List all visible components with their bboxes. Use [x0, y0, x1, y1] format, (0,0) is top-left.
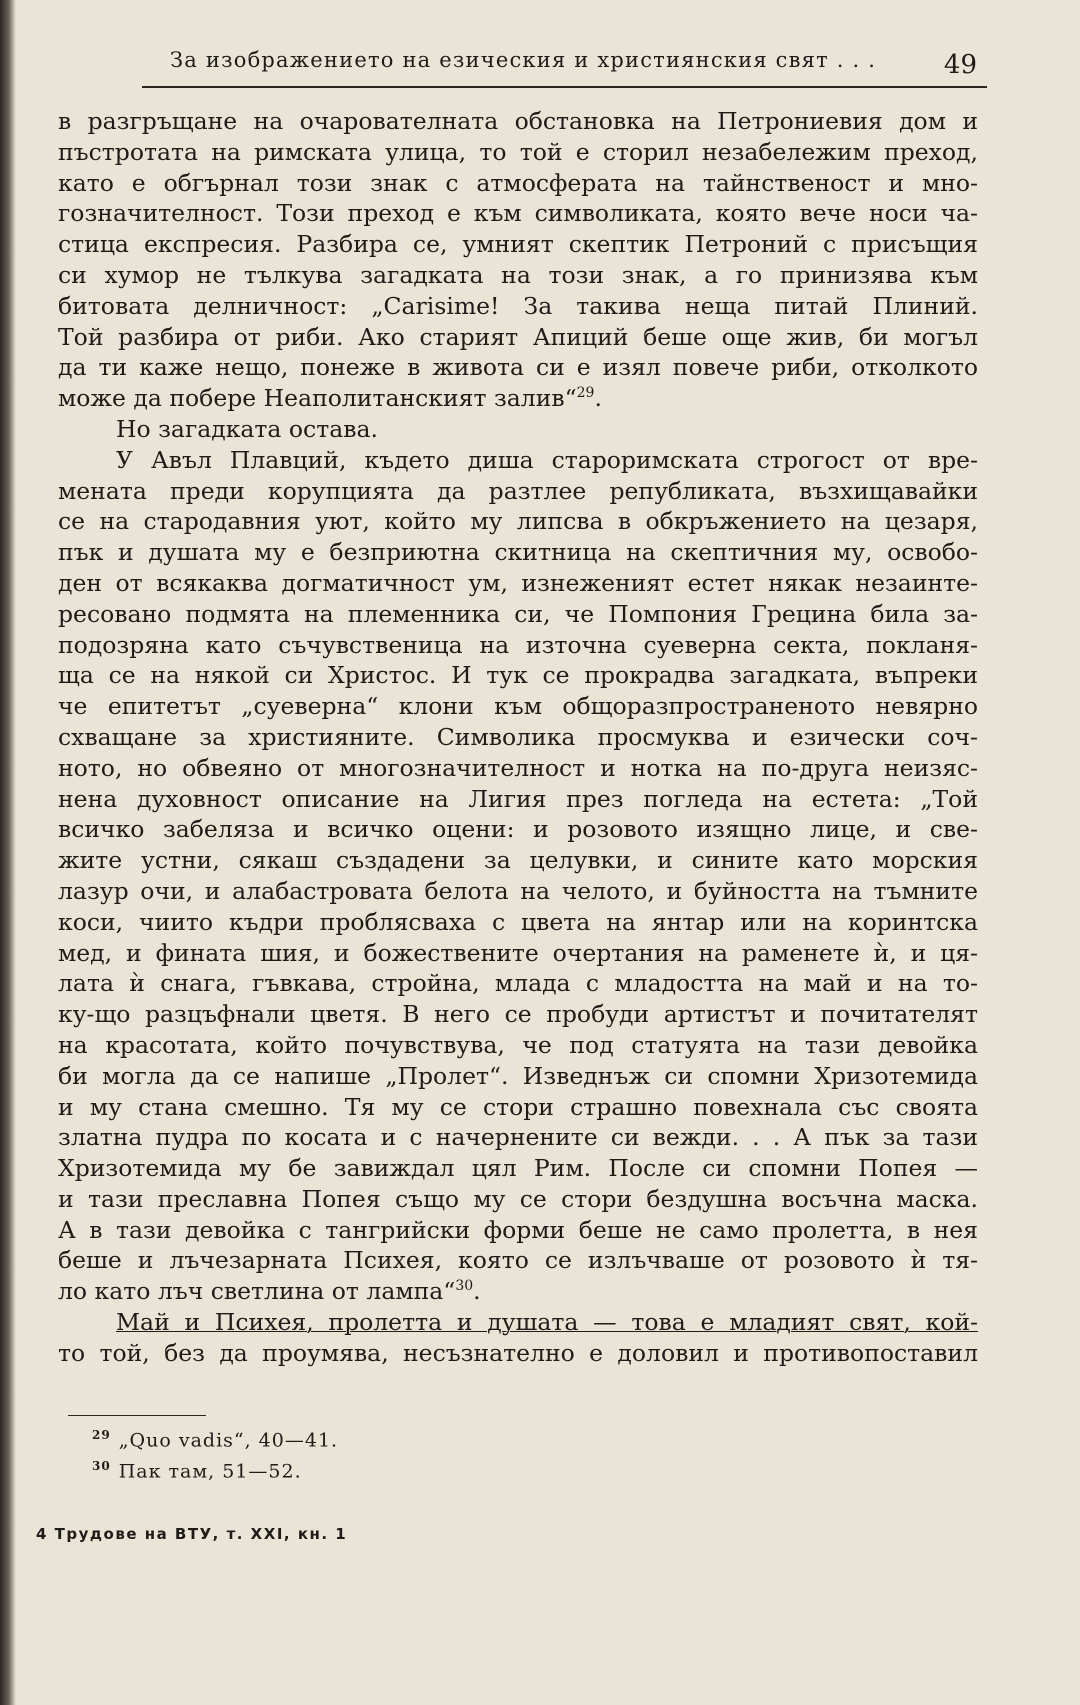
paragraph-4 — [58, 1307, 978, 1369]
footnote-ref-30[interactable]: 30 — [455, 1278, 474, 1295]
page-binding-shadow — [0, 0, 16, 1705]
footnote-number: 30 — [92, 1459, 111, 1474]
paragraph-1 — [58, 106, 978, 414]
text-line: беше и лъчезарната Психея, която се излъчваше от розовото ѝ тя- — [58, 1246, 978, 1275]
footnote-number: 29 — [92, 1428, 111, 1442]
text-line: пъстротата на римската улица, то той е сторил незабележим преход, — [58, 137, 978, 166]
page-header — [52, 40, 987, 88]
text-line: ното, но обвеяно от многозначителност и нотка на по-друга неизяс- — [58, 753, 978, 782]
text-line: гозначителност. Този преход е към символиката, която вече носи ча- — [58, 199, 978, 228]
main-text — [58, 106, 978, 1369]
text-fragment: . — [594, 384, 602, 413]
text-line: си хумор не тълкува загадката на този знак, а го принизява към — [58, 260, 978, 289]
text-line: стица експресия. Разбира се, умният скептик Петроний с присъщия — [58, 230, 978, 259]
text-line: ден от всякаква догматичност ум, изнеженият естет някак незаинте- — [58, 568, 978, 597]
text-line: че епитетът „суеверна“ клони към общоразпространеното невярно — [58, 692, 978, 721]
text-line: А в тази девойка с тангрийски форми беше не само пролетта, в нея — [58, 1215, 978, 1244]
text-fragment: може да побере Неаполитанският залив“ — [58, 384, 577, 413]
text-line: мената преди корупцията да разтлее републиката, възхищавайки — [58, 476, 978, 505]
text-line: ресовано подмята на племенника си, че Помпония Грецина била за- — [58, 599, 978, 628]
signature-mark: 4 Трудове на ВТУ, т. XXI, кн. 1 — [36, 1525, 348, 1543]
text-line: пък и душата му е безприютна скитница на скептичния му, освобо- — [58, 538, 978, 567]
footnote-29 — [92, 1422, 792, 1453]
header-rule — [142, 86, 987, 88]
text-line: мед, и фината шия, и божествените очертания на раменете ѝ, и ця- — [58, 938, 978, 967]
footnote-30 — [92, 1453, 792, 1484]
text-line: като е обгърнал този знак с атмосферата на тайнственост и мно- — [58, 168, 978, 197]
footnote-text: Пак там, 51—52. — [118, 1460, 302, 1483]
text-line: Той разбира от риби. Ако старият Апиций беше още жив, би могъл — [58, 322, 978, 351]
text-line: на красотата, който почувствува, че под статуята на тази девойка — [58, 1030, 978, 1059]
text-line: У Авъл Плавций, където диша староримската строгост от вре- — [116, 445, 978, 474]
text-line: Но загадката остава. — [116, 414, 378, 443]
book-page — [36, 40, 987, 1670]
footnote-rule — [68, 1415, 206, 1416]
text-line: в разгръщане на очарователната обстановка на Петрониевия дом и — [58, 107, 978, 135]
text-line: всичко забеляза и всичко оцени: и розовото изящно лице, и све- — [58, 815, 978, 844]
text-line: би могла да се напише „Пролет“. Изведнъж си спомни Хризотемида — [58, 1061, 978, 1090]
text-line: златна пудра по косата и с начернените си вежди. . . А пък за тази — [58, 1123, 978, 1152]
text-line: лата ѝ снага, гъвкава, стройна, млада с младостта на май и на то- — [58, 969, 978, 998]
text-line: ку-що разцъфнали цветя. В него се пробуди артистът и почитателят — [58, 1000, 978, 1029]
text-line: лазур очи, и алабастровата белота на челото, и буйността на тъмните — [58, 876, 978, 905]
text-line: Хризотемида му бе завиждал цял Рим. После си спомни Попея — — [58, 1154, 978, 1183]
paragraph-3 — [58, 445, 978, 1307]
footnote-ref-29[interactable]: 29 — [576, 385, 595, 402]
text-line: Май и Психея, пролетта и душата — това е младият свят, кой- — [116, 1308, 978, 1337]
text-line — [58, 1276, 978, 1307]
paragraph-2 — [58, 414, 978, 445]
text-line: и тази преславна Попея също му се стори бездушна восъчна маска. — [58, 1184, 978, 1213]
footnotes — [92, 1422, 792, 1485]
text-line: жите устни, сякаш създадени за целувки, и сините като морския — [58, 846, 978, 875]
page-number: 49 — [943, 50, 977, 80]
text-line: се на стародавния уют, който му липсва в обкръжението на цезаря, — [58, 507, 978, 536]
text-line: подозряна като съчувственица на източна суеверна секта, покланя- — [58, 630, 978, 659]
text-line: ща се на някой си Христос. И тук се прокрадва загадката, въпреки — [58, 661, 978, 690]
footnote-text: „Quo vadis“, 40—41. — [118, 1429, 339, 1452]
text-line: то той, без да проумява, несъзнателно е доловил и противопоставил — [58, 1338, 978, 1367]
text-line — [58, 383, 978, 414]
text-line: коси, чиито къдри проблясваха с цвета на янтар или на коринтска — [58, 907, 978, 936]
running-title: За изображението на езическия и християнския свят . . . — [170, 48, 877, 72]
text-line: схващане за християните. Символика просмуква и езически соч- — [58, 722, 978, 751]
text-line: битовата делничност: „Carisime! За такива неща питай Плиний. — [58, 291, 978, 320]
text-fragment: . — [473, 1277, 481, 1306]
text-fragment: ло като лъч светлина от лампа“ — [58, 1277, 456, 1306]
text-line: и му стана смешно. Тя му се стори страшно повехнала със своята — [58, 1092, 978, 1121]
text-line: нена духовност описание на Лигия през погледа на естета: „Той — [58, 784, 978, 813]
text-line: да ти каже нещо, понеже в живота си е изял повече риби, отколкото — [58, 353, 978, 382]
